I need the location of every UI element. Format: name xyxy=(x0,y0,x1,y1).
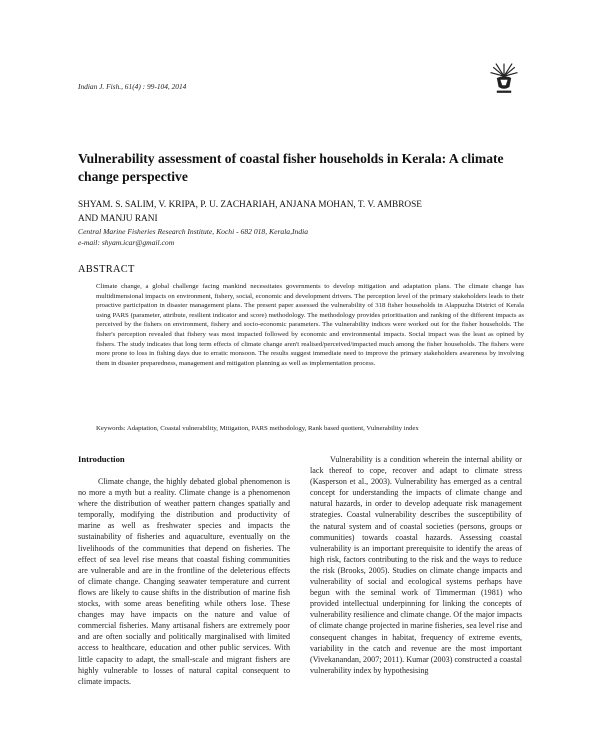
journal-citation: Indian J. Fish., 61(4) : 99-104, 2014 xyxy=(78,82,187,91)
introduction-heading: Introduction xyxy=(78,454,125,464)
abstract-text: Climate change, a global challenge facing mankind necessitates governments to develop mitigation and adaptation plans. The climate change has multidimensional impacts on environment, fishery, social, economic and development drivers. The perception level of the primary stakeholders leads to their proactive participation in disaster management plans. The present paper assessed the vulnerability of 318 fisher households in Alappuzha District of Kerala using PARS (parameter, attribute, resilient indicator and score) methodology. The methodology provides prioritisation and ranking of the different impacts as perceived by the fishers on environment, fishery and socio-economic parameters. The vulnerability indices were worked out for the fisher households. The fisher's perception revealed that fishery was most impacted followed by economic and environmental impacts. Social impact was the least as opined by fishers. The study indicates that long term effects of climate change aren't realised/perceived/impacted much among the fisher households. The fishers were more prone to loss in fishing days due to erratic monsoon. The results suggest immediate need to improve the primary stakeholders awareness by involving them in disaster preparedness, management and mitigation planning as well as implementation process. xyxy=(96,283,524,367)
body-left-column: Climate change, the highly debated global phenomenon is no more a myth but a reality. Climate change is a phenomenon where the distribution of weather pattern changes spatially and temporally, modifying the distribution and productivity of marine as well as freshwater species and impacts the sustainability of fisheries and aquaculture, eventually on the livelihoods of the communities that depend on fisheries. The effect of sea level rise means that coastal fishing communities are vulnerable and are in the frontline of the deleterious effects of climate change. Changing seawater temperature and current flows are likely to cause shifts in the distribution of marine fish stocks, with some areas benefiting while others lose. These changes may have impacts on the nature and value of commercial fisheries. Many artisanal fishers are extremely poor and are often socially and politically marginalised with limited access to healthcare, education and other public services. With little capacity to adapt, the small-scale and migrant fishers are highly vulnerable to losses of natural capital consequent to climate impacts. xyxy=(78,477,290,686)
affiliation-block xyxy=(78,226,518,248)
abstract-heading: ABSTRACT xyxy=(78,264,135,275)
article-title: Vulnerability assessment of coastal fisher households in Kerala: A climate change perspective xyxy=(78,151,504,184)
body-right-column: Vulnerability is a condition wherein the internal ability or lack thereof to cope, recover and adapt to climate stress (Kasperson et al., 2003). Vulnerability has emerged as a central concept for understanding the impacts of climate change and natural hazards, in order to develop adequate risk management strategies. Coastal vulnerability describes the susceptibility of the natural system and of coastal societies (persons, groups or communities) towards coastal hazards. Assessing coastal vulnerability is an important prerequisite to identify the areas of high risk, factors contributing to the risk and the ways to reduce the risk (Brooks, 2005). Studies on climate change impacts and vulnerability of social and ecological systems perhaps have begun with the seminal work of Timmerman (1981) who provided intellectual underpinning for linking the concepts of vulnerability resilience and climate change. Of the major impacts of climate change projected in marine fisheries, sea level rise and consequent changes in habitat, frequency of extreme events, variability in the catch and revenue are the most important (Vivekanandan, 2007; 2011). Kumar (2003) constructed a coastal vulnerability index by hypothesising xyxy=(310,455,522,675)
affiliation: Central Marine Fisheries Research Institute, Kochi - 682 018, Kerala,India xyxy=(78,227,309,236)
icar-emblem-icon xyxy=(486,60,522,96)
keywords: Keywords: Adaptation, Coastal vulnerability, Mitigation, PARS methodology, Rank based quotient, Vulnerability index xyxy=(96,425,419,432)
author-line-2: AND MANJU RANI xyxy=(78,214,158,224)
author-line-1: SHYAM. S. SALIM, V. KRIPA, P. U. ZACHARIAH, ANJANA MOHAN, T. V. AMBROSE xyxy=(78,200,422,210)
author-list xyxy=(78,198,518,226)
email-link[interactable]: e-mail: shyam.icar@gmail.com xyxy=(78,238,175,247)
